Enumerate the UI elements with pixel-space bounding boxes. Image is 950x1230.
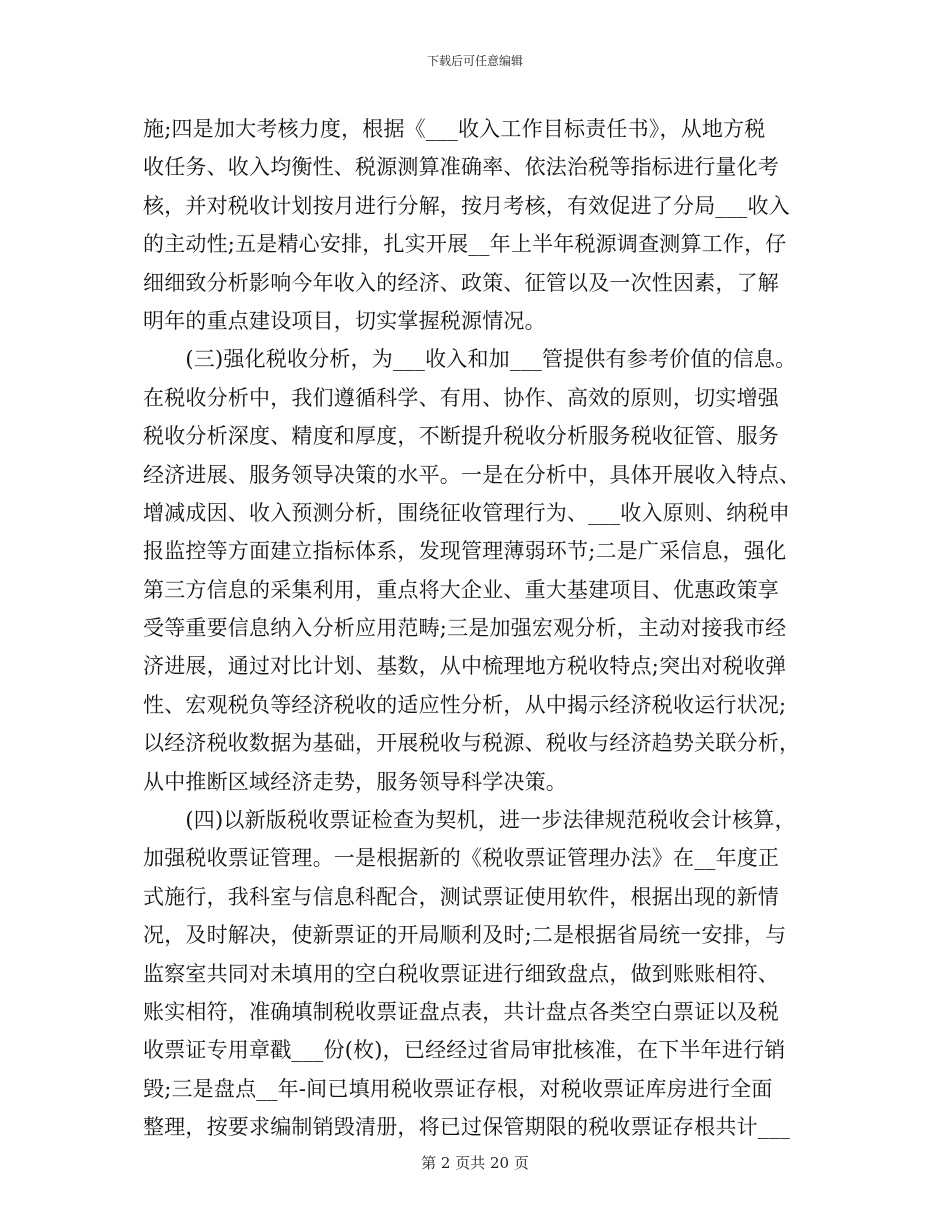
text-line: 从中推断区域经济走势，服务领导科学决策。 [143, 769, 567, 794]
text-line: 核，并对税收计划按月进行分解，按月考核，有效促进了分局___收入 [143, 193, 790, 218]
text-line: 施;四是加大考核力度，根据《___收入工作目标责任书》，从地方税 [143, 117, 766, 141]
text-line: 第三方信息的采集利用，重点将大企业、重大基建项目、优惠政策享 [143, 577, 779, 602]
text-line: 在税收分析中，我们遵循科学、有用、协作、高效的原则，切实增强 [143, 385, 779, 410]
text-line: 收票证专用章戳___份(枚)，已经经过省局审批核准，在下半年进行销 [143, 1038, 786, 1063]
text-line: 以经济税收数据为基础，开展税收与税源、税收与经济趋势关联分析， [143, 731, 801, 756]
text-line: 的主动性;五是精心安排，扎实开展__年上半年税源调查测算工作，仔 [143, 232, 787, 257]
text-line: 济进展，通过对比计划、基数，从中梳理地方税收特点;突出对税收弹 [143, 654, 787, 679]
text-line: (三)强化税收分析，为___收入和加___管提供有参考价值的信息。 [143, 347, 797, 372]
text-line: 受等重要信息纳入分析应用范畴;三是加强宏观分析，主动对接我市经 [143, 616, 787, 641]
text-line: 式施行，我科室与信息科配合，测试票证使用软件，根据出现的新情 [143, 884, 779, 909]
text-line: 整理，按要求编制销毁清册，将已过保管期限的税收票证存根共计___ [143, 1115, 790, 1140]
document-body [143, 110, 823, 1147]
text-line: 报监控等方面建立指标体系，发现管理薄弱环节;二是广采信息，强化 [143, 539, 787, 564]
text-line: 细细致分析影响今年收入的经济、政策、征管以及一次性因素，了解 [143, 270, 779, 295]
text-line: 收任务、收入均衡性、税源测算准确率、依法治税等指标进行量化考 [143, 155, 779, 180]
text-line: 增减成因、收入预测分析，围绕征收管理行为、___收入原则、纳税申 [143, 500, 790, 525]
text-line: 明年的重点建设项目，切实掌握税源情况。 [143, 308, 546, 333]
text-line: 毁;三是盘点__年-间已填用税收票证存根，对税收票证库房进行全面 [143, 1076, 773, 1101]
text-line: 经济进展、服务领导决策的水平。一是在分析中，具体开展收入特点、 [143, 462, 801, 487]
text-line: 监察室共同对未填用的空白税收票证进行细致盘点，做到账账相符、 [143, 961, 779, 986]
text-line: (四)以新版税收票证检查为契机，进一步法律规范税收会计核算， [143, 808, 796, 833]
page-header: 下载后可任意编辑 [426, 54, 523, 68]
text-line: 况，及时解决，使新票证的开局顺利及时;二是根据省局统一安排，与 [143, 923, 787, 948]
page-footer: 第 2 页共 20 页 [421, 1154, 529, 1172]
text-line: 税收分析深度、精度和厚度，不断提升税收分析服务税收征管、服务 [143, 424, 779, 449]
text-line: 性、宏观税负等经济税收的适应性分析，从中揭示经济税收运行状况; [143, 692, 787, 717]
text-line: 加强税收票证管理。一是根据新的《税收票证管理办法》在__年度正 [143, 846, 780, 871]
text-line: 账实相符，准确填制税收票证盘点表，共计盘点各类空白票证以及税 [143, 999, 779, 1024]
